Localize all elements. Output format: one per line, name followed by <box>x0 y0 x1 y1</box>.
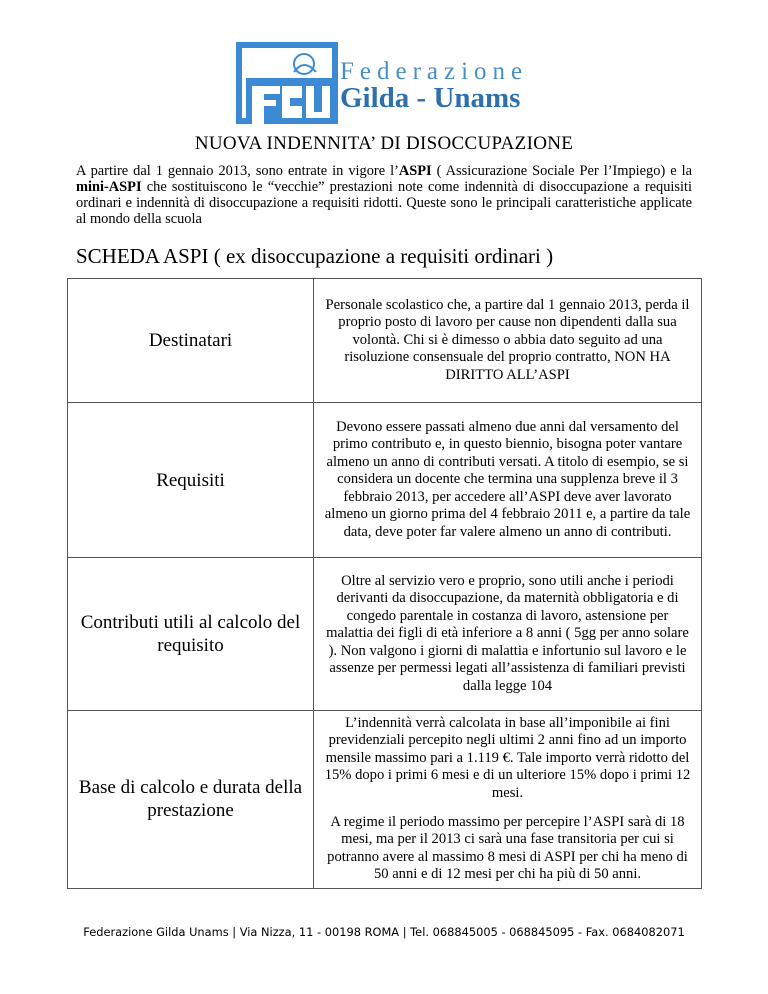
intro-paragraph <box>76 163 692 227</box>
federation-logo <box>232 38 532 128</box>
logo-federazione: Federazione <box>340 58 529 85</box>
row-content <box>314 558 702 711</box>
row-content <box>314 279 702 403</box>
table-row <box>68 403 702 558</box>
footer-contacts: Federazione Gilda Unams | Via Nizza, 11 - 00198 ROMA | Tel. 068845005 - 068845095 - Fax. 0684082071 <box>83 925 685 939</box>
logo-text <box>340 58 528 115</box>
intro-text-1: A partire dal 1 gennaio 2013, sono entrate in vigore l’ <box>76 163 399 179</box>
logo-gilda-unams: Gilda - Unams <box>340 82 521 114</box>
row-content-text-2: A regime il periodo massimo per percepire l’ASPI sarà di 18 mesi, ma per il 2013 ci sarà una fase transitoria per cui si potranno avere al massimo 8 mesi di ASPI per chi ha meno di 50 anni e di 12 mesi per chi ha più di 50 anni. <box>327 814 688 883</box>
fgu-logo-icon <box>232 38 342 128</box>
table-row <box>68 279 702 403</box>
row-content <box>314 403 702 558</box>
intro-text-2: ( Assicurazione Sociale Per l’Impiego) e la <box>431 163 692 179</box>
row-content <box>314 711 702 889</box>
row-label: Requisiti <box>68 403 314 558</box>
table-row <box>68 711 702 889</box>
table-row <box>68 558 702 711</box>
row-label: Contributi utili al calcolo del requisito <box>68 558 314 711</box>
aspi-table <box>67 278 702 889</box>
page-title: NUOVA INDENNITA’ DI DISOCCUPAZIONE <box>194 133 574 154</box>
intro-text-3: che sostituiscono le “vecchie” prestazioni note come indennità di disoccupazione a requisiti ordinari e indennità di disoccupazione a requisiti ridotti. Queste sono le principali caratteristiche applicate al mondo della scuola <box>76 179 692 227</box>
intro-aspi: ASPI <box>398 163 432 179</box>
row-content-text: Oltre al servizio vero e proprio, sono utili anche i periodi derivanti da disoccupazione, da maternità obbligatoria e di congedo parentale in costanza di lavoro, astensione per malattia dei figli di età inferiore a 8 anni ( 5gg per anno solare ). Non valgono i giorni di malattia e infortunio sul lavoro e le assenze per permessi legati all’assistenza di familiari previsti dalla legge 104 <box>326 573 689 694</box>
row-label: Base di calcolo e durata della prestazione <box>68 711 314 889</box>
section-title: SCHEDA ASPI ( ex disoccupazione a requisiti ordinari ) <box>76 244 554 268</box>
row-label: Destinatari <box>68 279 314 403</box>
row-content-text: Personale scolastico che, a partire dal 1 gennaio 2013, perda il proprio posto di lavoro per cause non dipendenti dalla sua volontà. Chi si è dimesso o abbia dato seguito ad una risoluzione consensuale del proprio contratto, NON HA DIRITTO ALL’ASPI <box>325 296 690 383</box>
intro-mini-aspi: mini-ASPI <box>76 179 142 195</box>
row-content-text: Devono essere passati almeno due anni dal versamento del primo contributo e, in questo biennio, bisogna poter vantare almeno un anno di contributi versati. A titolo di esempio, se si considera un docente che termina una supplenza breve il 3 febbraio 2013, per accedere all’ASPI deve aver lavorato almeno un giorno prima del 4 febbraio 2011 e, a partire da tale data, deve poter far valere almeno un anno di contributi. <box>324 419 691 540</box>
row-content-text: L’indennità verrà calcolata in base all’imponibile ai fini previdenziali percepito negli ultimi 2 anni fino ad un importo mensile massimo pari a 1.119 €. Tale importo verrà ridotto del 15% dopo i primi 6 mesi e di un ulteriore 15% dopo i primi 12 mesi. <box>324 715 691 801</box>
